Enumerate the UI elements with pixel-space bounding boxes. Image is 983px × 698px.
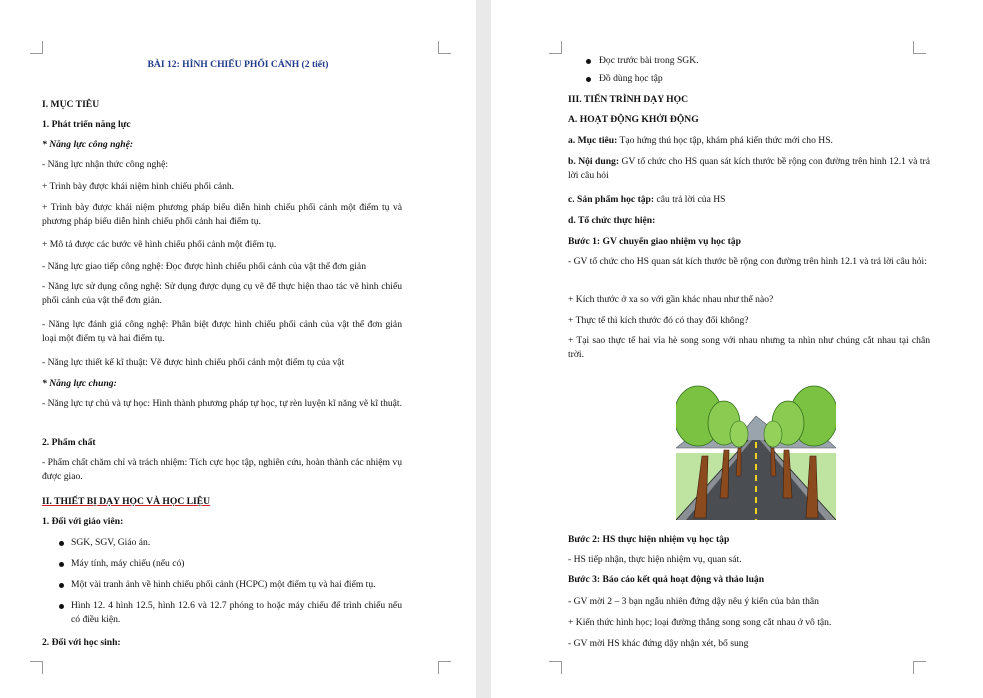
text-qualities: - Phẩm chất chăm chỉ và trách nhiệm: Tích cực học tập, nghiên cứu, hoàn thành các nhiệm vụ được giao. bbox=[42, 457, 402, 482]
text-goal: a. Mục tiêu: Tạo hứng thú học tập, khám phá kiến thức mới cho HS. bbox=[568, 135, 833, 146]
heading-qualities: 2. Phẩm chất bbox=[42, 437, 96, 448]
crop-mark bbox=[913, 661, 926, 674]
text-step3-1: - GV mời 2 – 3 bạn ngẫu nhiên đứng dậy nêu ý kiến của bản thân bbox=[568, 596, 819, 607]
text-cognition-2: + Trình bày được khái niệm phương pháp biểu diễn hình chiếu phối cảnh một điểm tụ và phương pháp biểu diễn hình chiếu phối cảnh hai điểm tụ. bbox=[42, 202, 402, 227]
document-page-right bbox=[491, 0, 983, 698]
crop-mark bbox=[30, 41, 43, 54]
bullet-icon bbox=[59, 604, 64, 609]
text-selfstudy: - Năng lực tự chủ và tự học: Hình thành phương pháp tự học, tự rèn luyện kĩ năng vẽ kĩ thuật. bbox=[42, 398, 402, 409]
text-step1: - GV tổ chức cho HS quan sát kích thước bề rộng con đường trên hình 12.1 và trả lời câu hỏi: bbox=[568, 256, 927, 267]
bullet-icon bbox=[59, 583, 64, 588]
list-item: Một vài tranh ảnh về hình chiếu phối cảnh (HCPC) một điểm tụ và hai điểm tụ. bbox=[71, 579, 376, 590]
text-question-1: + Kích thước ở xa so với gần khác nhau như thế nào? bbox=[568, 294, 774, 305]
text-design: - Năng lực thiết kế kĩ thuật: Vẽ được hình chiếu phối cảnh một điểm tụ của vật bbox=[42, 357, 345, 368]
road-perspective-illustration bbox=[676, 378, 836, 520]
heading-equipment: II. THIẾT BỊ DẠY HỌC VÀ HỌC LIỆU bbox=[42, 496, 211, 507]
text-cognition-1: + Trình bày được khái niệm hình chiếu phối cảnh. bbox=[42, 181, 235, 192]
crop-mark bbox=[913, 41, 926, 54]
text-question-3: + Tại sao thực tế hai vỉa hè song song với nhau nhưng ta nhìn như chúng cắt nhau tại chân trời. bbox=[568, 335, 930, 360]
text-question-2: + Thực tế thì kích thước đó có thay đổi không? bbox=[568, 315, 749, 326]
document-page-left bbox=[0, 0, 476, 698]
bullet-icon bbox=[59, 562, 64, 567]
text-step3-2: + Kiến thức hình học; loại đường thẳng song song cắt nhau ở vô tận. bbox=[568, 617, 832, 628]
bullet-icon bbox=[586, 77, 591, 82]
text-step3-3: - GV mời HS khác đứng dậy nhận xét, bổ sung bbox=[568, 638, 749, 649]
text-cognition: - Năng lực nhận thức công nghệ: bbox=[42, 159, 169, 170]
heading-teacher: 1. Đối với giáo viên: bbox=[42, 516, 124, 527]
text-cognition-3: + Mô tả được các bước vẽ hình chiếu phối cảnh một điểm tụ. bbox=[42, 239, 277, 250]
crop-mark bbox=[30, 661, 43, 674]
heading-step2: Bước 2: HS thực hiện nhiệm vụ học tập bbox=[568, 534, 730, 545]
crop-mark bbox=[438, 41, 451, 54]
heading-objectives: I. MỤC TIÊU bbox=[42, 99, 100, 110]
list-item: SGK, SGV, Giáo án. bbox=[71, 537, 151, 548]
bullet-icon bbox=[586, 59, 591, 64]
list-item: Máy tính, máy chiếu (nếu có) bbox=[71, 558, 185, 569]
text-content: b. Nội dung: GV tổ chức cho HS quan sát kích thước bề rộng con đường trên hình 12.1 và trả lời câu hỏi bbox=[568, 156, 930, 181]
list-item: Hình 12. 4 hình 12.5, hình 12.6 và 12.7 phóng to hoặc máy chiếu để trình chiếu nếu có điều kiện. bbox=[71, 600, 402, 625]
heading-student: 2. Đối với học sinh: bbox=[42, 637, 121, 648]
heading-process: III. TIẾN TRÌNH DẠY HỌC bbox=[568, 94, 689, 105]
text-communication: - Năng lực giao tiếp công nghệ: Đọc được hình chiếu phối cảnh của vật thể đơn giản bbox=[42, 261, 366, 272]
bullet-icon bbox=[59, 541, 64, 546]
heading-activity: A. HOẠT ĐỘNG KHỞI ĐỘNG bbox=[568, 114, 699, 125]
heading-organization: d. Tổ chức thực hiện: bbox=[568, 215, 656, 226]
crop-mark bbox=[438, 661, 451, 674]
list-item: Đọc trước bài trong SGK. bbox=[599, 55, 699, 66]
heading-step3: Bước 3: Báo cáo kết quả hoạt động và thảo luận bbox=[568, 574, 765, 585]
lesson-title: BÀI 12: HÌNH CHIẾU PHỐI CẢNH (2 tiết) bbox=[147, 59, 329, 70]
heading-capacity: 1. Phát triển năng lực bbox=[42, 119, 131, 130]
heading-step1: Bước 1: GV chuyển giao nhiệm vụ học tập bbox=[568, 236, 741, 247]
text-step2: - HS tiếp nhận, thực hiện nhiệm vụ, quan sát. bbox=[568, 554, 742, 565]
list-item: Đồ dùng học tập bbox=[599, 73, 663, 84]
crop-mark bbox=[549, 661, 562, 674]
heading-tech-capacity: * Năng lực công nghệ: bbox=[42, 139, 134, 150]
text-evaluation: - Năng lực đánh giá công nghệ: Phân biệt được hình chiếu phối cảnh của vật thể đơn giản loại một điểm tụ và hai điểm tụ. bbox=[42, 319, 402, 344]
text-product: c. Sản phẩm học tập: câu trả lời của HS bbox=[568, 194, 726, 205]
text-usage: - Năng lực sử dụng công nghệ: Sử dụng được dụng cụ vẽ để thực hiện thao tác vẽ hình chiếu phối cảnh của vật thể đơn giản. bbox=[42, 281, 402, 306]
heading-general: * Năng lực chung: bbox=[42, 378, 117, 389]
crop-mark bbox=[549, 41, 562, 54]
